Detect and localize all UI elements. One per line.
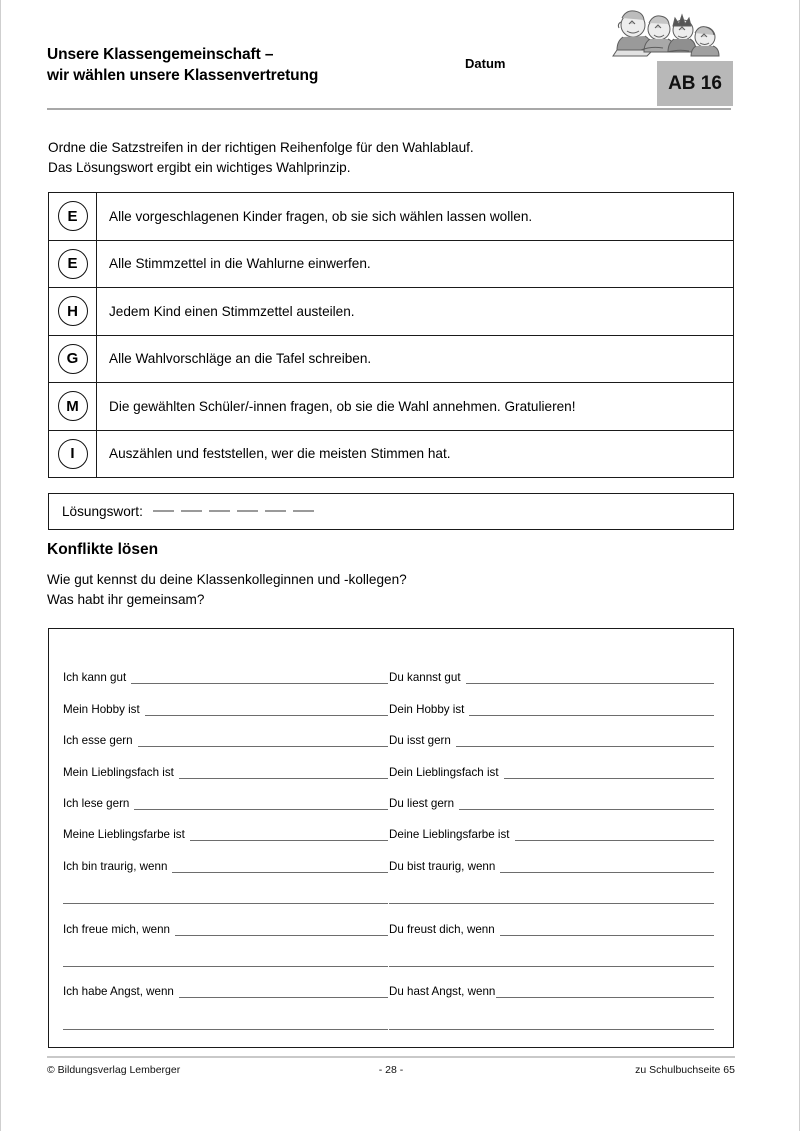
- letter-circle: H: [58, 296, 88, 326]
- answer-line[interactable]: [500, 935, 714, 936]
- letter-cell: [49, 193, 97, 240]
- letter-circle: G: [58, 344, 88, 374]
- footer-page-number: - 28 -: [378, 1064, 404, 1076]
- sentence-strip-text: Alle Stimmzettel in die Wahlurne einwerfen.: [109, 256, 371, 272]
- page-footer: [47, 1064, 735, 1080]
- form-row-continuation[interactable]: [63, 875, 388, 906]
- answer-line[interactable]: [515, 840, 714, 841]
- instruction-text: [48, 138, 668, 178]
- prompt-label: Deine Lieblingsfarbe ist: [389, 828, 510, 842]
- prompt-label: Dein Lieblingsfach ist: [389, 765, 499, 779]
- answer-line[interactable]: [459, 809, 714, 810]
- solution-blank[interactable]: [181, 510, 202, 512]
- solution-word-box[interactable]: [48, 493, 734, 530]
- footer-reference: zu Schulbuchseite 65: [635, 1064, 735, 1076]
- form-row[interactable]: [389, 718, 714, 749]
- prompt-label: Ich freue mich, wenn: [63, 922, 170, 936]
- answer-line[interactable]: [496, 997, 714, 998]
- letter-circle: E: [58, 201, 88, 231]
- table-row[interactable]: [49, 336, 733, 384]
- form-row[interactable]: [389, 781, 714, 812]
- answer-line[interactable]: [172, 872, 388, 873]
- form-row[interactable]: [63, 843, 388, 874]
- table-row[interactable]: [49, 431, 733, 479]
- prompt-label: Dein Hobby ist: [389, 702, 465, 716]
- children-leaning-cartoon-icon: [605, 4, 737, 64]
- form-row[interactable]: [63, 749, 388, 780]
- answer-line-continuation[interactable]: [63, 903, 388, 904]
- section-subtext-line-1: Wie gut kennst du deine Klassenkolleginnen und -kollegen?: [47, 572, 407, 587]
- solution-blank[interactable]: [265, 510, 286, 512]
- form-row-continuation[interactable]: [389, 938, 714, 969]
- answer-line[interactable]: [504, 778, 714, 779]
- answer-line-continuation[interactable]: [389, 966, 714, 967]
- section-subtext-line-2: Was habt ihr gemeinsam?: [47, 592, 205, 607]
- form-row[interactable]: [63, 781, 388, 812]
- page-title-line-2: wir wählen unsere Klassenvertretung: [47, 67, 319, 84]
- instruction-line-2: Das Lösungswort ergibt ein wichtiges Wahlprinzip.: [48, 160, 351, 175]
- answer-line[interactable]: [456, 746, 714, 747]
- letter-cell: [49, 288, 97, 335]
- answer-column-left: [63, 655, 388, 1032]
- prompt-label: Ich lese gern: [63, 796, 130, 810]
- answer-line[interactable]: [500, 872, 714, 873]
- prompt-label: Du liest gern: [389, 796, 455, 810]
- page-title-line-1: Unsere Klassengemeinschaft –: [47, 46, 274, 63]
- footer-divider: [47, 1056, 735, 1058]
- prompt-label: Mein Hobby ist: [63, 702, 140, 716]
- prompt-label: Ich kann gut: [63, 671, 127, 685]
- prompt-label: Du hast Angst, wenn: [389, 985, 496, 999]
- instruction-line-1: Ordne die Satzstreifen in der richtigen Reihenfolge für den Wahlablauf.: [48, 140, 474, 155]
- form-row[interactable]: [63, 812, 388, 843]
- letter-cell: [49, 336, 97, 383]
- prompt-label: Ich habe Angst, wenn: [63, 985, 174, 999]
- section-heading-konflikte: Konflikte lösen: [47, 541, 159, 558]
- section-subtext: [47, 570, 407, 610]
- sheet-badge: [657, 61, 733, 106]
- solution-blank[interactable]: [153, 510, 174, 512]
- solution-blank[interactable]: [293, 510, 314, 512]
- answer-line[interactable]: [469, 715, 714, 716]
- table-row[interactable]: [49, 383, 733, 431]
- letter-cell: [49, 383, 97, 430]
- form-row[interactable]: [63, 906, 388, 937]
- sentence-strip-text: Alle Wahlvorschläge an die Tafel schreiben.: [109, 351, 372, 367]
- form-row-continuation[interactable]: [63, 938, 388, 969]
- letter-circle: E: [58, 249, 88, 279]
- form-row[interactable]: [63, 655, 388, 686]
- form-row[interactable]: [389, 655, 714, 686]
- answer-line[interactable]: [131, 683, 388, 684]
- answer-line[interactable]: [179, 778, 388, 779]
- sentence-strip-text: Alle vorgeschlagenen Kinder fragen, ob sie sich wählen lassen wollen.: [109, 208, 533, 224]
- prompt-label: Du kannst gut: [389, 671, 461, 685]
- page-title: [47, 44, 467, 86]
- prompt-label: Mein Lieblingsfach ist: [63, 765, 174, 779]
- letter-cell: [49, 431, 97, 478]
- letter-cell: [49, 241, 97, 288]
- form-row-continuation[interactable]: [63, 1000, 388, 1031]
- form-row-continuation[interactable]: [389, 875, 714, 906]
- answer-line-continuation[interactable]: [63, 1029, 388, 1030]
- form-row[interactable]: [63, 718, 388, 749]
- form-row[interactable]: [63, 686, 388, 717]
- solution-word-label: Lösungswort:: [62, 504, 143, 519]
- sentence-strip-text: Auszählen und feststellen, wer die meisten Stimmen hat.: [109, 446, 451, 462]
- solution-blank[interactable]: [209, 510, 230, 512]
- answer-form-box: [48, 628, 734, 1048]
- answer-line[interactable]: [190, 840, 388, 841]
- answer-line[interactable]: [175, 935, 388, 936]
- solution-blank[interactable]: [237, 510, 258, 512]
- form-row[interactable]: [389, 969, 714, 1000]
- letter-circle: I: [58, 439, 88, 469]
- prompt-label: Meine Lieblingsfarbe ist: [63, 828, 185, 842]
- answer-line[interactable]: [138, 746, 388, 747]
- form-row[interactable]: [389, 906, 714, 937]
- table-row[interactable]: [49, 193, 733, 241]
- form-row[interactable]: [389, 812, 714, 843]
- answer-line[interactable]: [145, 715, 388, 716]
- sheet-badge-label: AB 16: [668, 73, 722, 94]
- answer-line-continuation[interactable]: [389, 903, 714, 904]
- sentence-strip-text: Die gewählten Schüler/-innen fragen, ob sie die Wahl annehmen. Gratulieren!: [109, 398, 576, 414]
- footer-copyright: © Bildungsverlag Lemberger: [47, 1064, 181, 1076]
- datum-label: Datum: [465, 56, 506, 71]
- form-row[interactable]: [389, 749, 714, 780]
- prompt-label: Du isst gern: [389, 734, 451, 748]
- answer-line[interactable]: [466, 683, 714, 684]
- answer-line[interactable]: [134, 809, 388, 810]
- prompt-label: Du freust dich, wenn: [389, 922, 495, 936]
- sentence-strips-table: [48, 192, 734, 478]
- prompt-label: Du bist traurig, wenn: [389, 859, 496, 873]
- answer-line-continuation[interactable]: [389, 1029, 714, 1030]
- form-row[interactable]: [63, 969, 388, 1000]
- form-row[interactable]: [389, 686, 714, 717]
- solution-word-blanks[interactable]: [153, 510, 314, 514]
- answer-line[interactable]: [179, 997, 388, 998]
- form-row[interactable]: [389, 843, 714, 874]
- prompt-label: Ich bin traurig, wenn: [63, 859, 168, 873]
- header-divider: [47, 108, 731, 110]
- answer-line-continuation[interactable]: [63, 966, 388, 967]
- answer-column-right: [389, 655, 714, 1032]
- prompt-label: Ich esse gern: [63, 734, 133, 748]
- letter-circle: M: [58, 391, 88, 421]
- form-row-continuation[interactable]: [389, 1000, 714, 1031]
- sentence-strip-text: Jedem Kind einen Stimmzettel austeilen.: [109, 303, 355, 319]
- table-row[interactable]: [49, 241, 733, 289]
- table-row[interactable]: [49, 288, 733, 336]
